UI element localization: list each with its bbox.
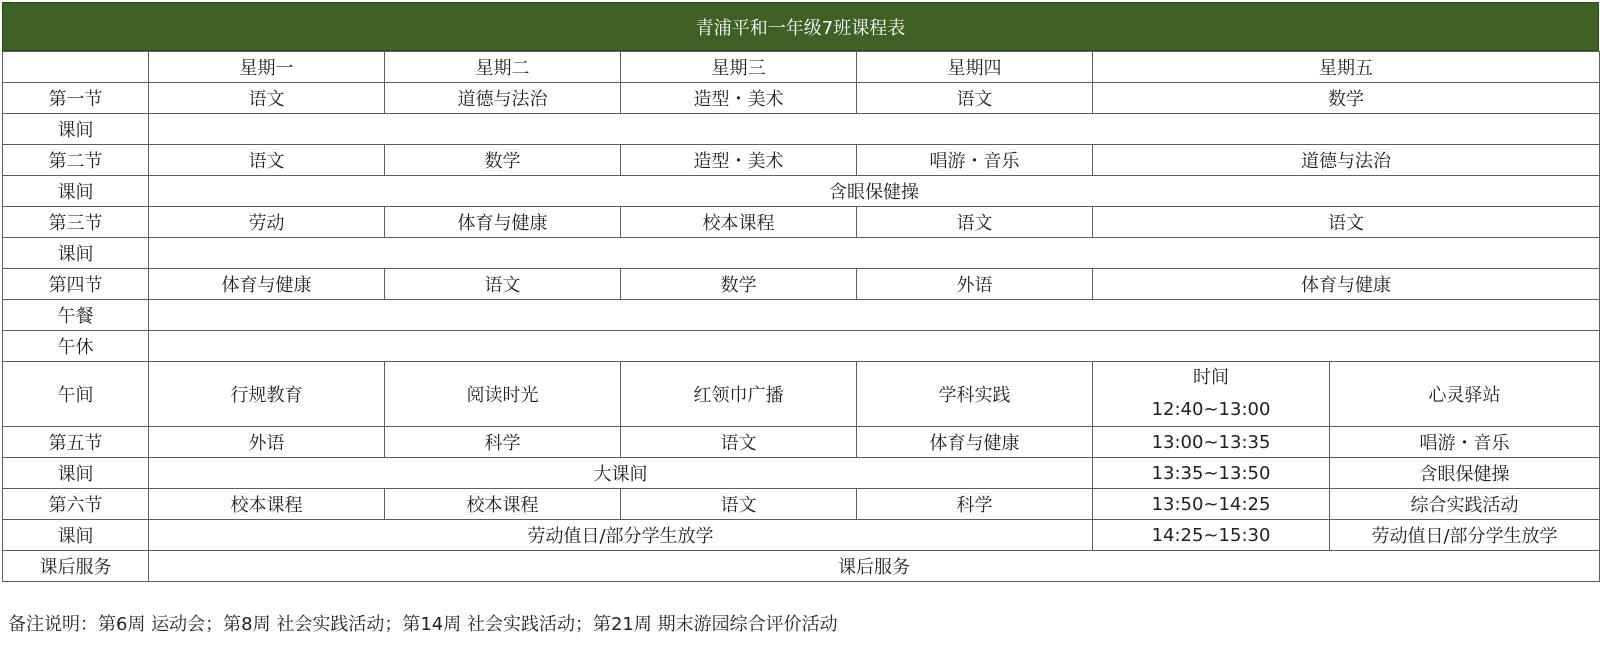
table-row	[3, 176, 1600, 207]
class-cell: 语文	[149, 145, 385, 176]
table-row	[3, 331, 1600, 362]
day-header-friday: 星期五	[1093, 52, 1600, 83]
row-label: 课间	[3, 520, 149, 551]
table-row	[3, 520, 1600, 551]
row-label: 第二节	[3, 145, 149, 176]
activity-cell: 唱游・音乐	[1330, 427, 1600, 458]
row-label: 课后服务	[3, 551, 149, 582]
table-row	[3, 489, 1600, 520]
class-cell: 阅读时光	[385, 362, 621, 427]
time-column-label: 时间	[1193, 367, 1229, 388]
row-label: 课间	[3, 176, 149, 207]
activity-cell: 含眼保健操	[1330, 458, 1600, 489]
table-row	[3, 114, 1600, 145]
row-label: 课间	[3, 458, 149, 489]
table-row	[3, 83, 1600, 114]
class-cell: 红领巾广播	[621, 362, 857, 427]
day-header-wednesday: 星期三	[621, 52, 857, 83]
class-cell: 语文	[857, 83, 1093, 114]
table-row	[3, 362, 1600, 427]
row-label: 第五节	[3, 427, 149, 458]
time-range: 14:25~15:30	[1093, 520, 1330, 551]
row-label: 午间	[3, 362, 149, 427]
class-cell: 造型・美术	[621, 83, 857, 114]
class-cell: 数学	[385, 145, 621, 176]
header-row	[3, 52, 1600, 83]
activity-cell: 综合实践活动	[1330, 489, 1600, 520]
class-cell: 语文	[857, 207, 1093, 238]
day-header-thursday: 星期四	[857, 52, 1093, 83]
time-range: 12:40~13:00	[1151, 399, 1271, 420]
table-row	[3, 427, 1600, 458]
row-label: 第三节	[3, 207, 149, 238]
class-cell: 体育与健康	[149, 269, 385, 300]
timetable	[2, 51, 1600, 582]
break-cell	[149, 331, 1600, 362]
activity-cell: 劳动值日/部分学生放学	[1330, 520, 1600, 551]
day-header-tuesday: 星期二	[385, 52, 621, 83]
table-row	[3, 300, 1600, 331]
day-header-monday: 星期一	[149, 52, 385, 83]
break-cell	[149, 300, 1600, 331]
class-cell: 体育与健康	[1093, 269, 1600, 300]
class-cell: 劳动	[149, 207, 385, 238]
class-cell: 校本课程	[149, 489, 385, 520]
class-cell: 校本课程	[385, 489, 621, 520]
time-range: 13:35~13:50	[1093, 458, 1330, 489]
activity-cell: 心灵驿站	[1330, 362, 1600, 427]
break-cell: 大课间	[149, 458, 1093, 489]
class-cell: 体育与健康	[857, 427, 1093, 458]
class-cell: 外语	[149, 427, 385, 458]
row-label: 第一节	[3, 83, 149, 114]
break-cell	[149, 114, 1600, 145]
class-cell: 语文	[149, 83, 385, 114]
row-label: 午餐	[3, 300, 149, 331]
break-cell	[149, 238, 1600, 269]
row-label: 第四节	[3, 269, 149, 300]
class-cell: 科学	[857, 489, 1093, 520]
table-row	[3, 269, 1600, 300]
class-cell: 唱游・音乐	[857, 145, 1093, 176]
class-cell: 校本课程	[621, 207, 857, 238]
class-cell: 外语	[857, 269, 1093, 300]
table-row	[3, 207, 1600, 238]
table-row	[3, 145, 1600, 176]
class-cell: 数学	[1093, 83, 1600, 114]
class-cell: 语文	[1093, 207, 1600, 238]
table-row	[3, 458, 1600, 489]
table-row	[3, 238, 1600, 269]
corner-cell	[3, 52, 149, 83]
break-cell: 含眼保健操	[149, 176, 1600, 207]
after-school-cell: 课后服务	[149, 551, 1600, 582]
class-cell: 道德与法治	[385, 83, 621, 114]
row-label: 午休	[3, 331, 149, 362]
table-row	[3, 551, 1600, 582]
class-cell: 数学	[621, 269, 857, 300]
time-cell	[1093, 362, 1330, 427]
class-cell: 语文	[385, 269, 621, 300]
class-cell: 学科实践	[857, 362, 1093, 427]
class-cell: 体育与健康	[385, 207, 621, 238]
row-label: 课间	[3, 238, 149, 269]
remarks-note: 备注说明：第6周 运动会；第8周 社会实践活动；第14周 社会实践活动；第21周 期末游园综合评价活动	[8, 614, 838, 635]
row-label: 第六节	[3, 489, 149, 520]
class-cell: 道德与法治	[1093, 145, 1600, 176]
class-cell: 造型・美术	[621, 145, 857, 176]
class-cell: 语文	[621, 427, 857, 458]
break-cell: 劳动值日/部分学生放学	[149, 520, 1093, 551]
time-range: 13:00~13:35	[1093, 427, 1330, 458]
row-label: 课间	[3, 114, 149, 145]
timetable-title: 青浦平和一年级7班课程表	[2, 2, 1599, 51]
class-cell: 语文	[621, 489, 857, 520]
class-cell: 科学	[385, 427, 621, 458]
timetable-sheet	[2, 2, 1599, 582]
class-cell: 行规教育	[149, 362, 385, 427]
time-range: 13:50~14:25	[1093, 489, 1330, 520]
